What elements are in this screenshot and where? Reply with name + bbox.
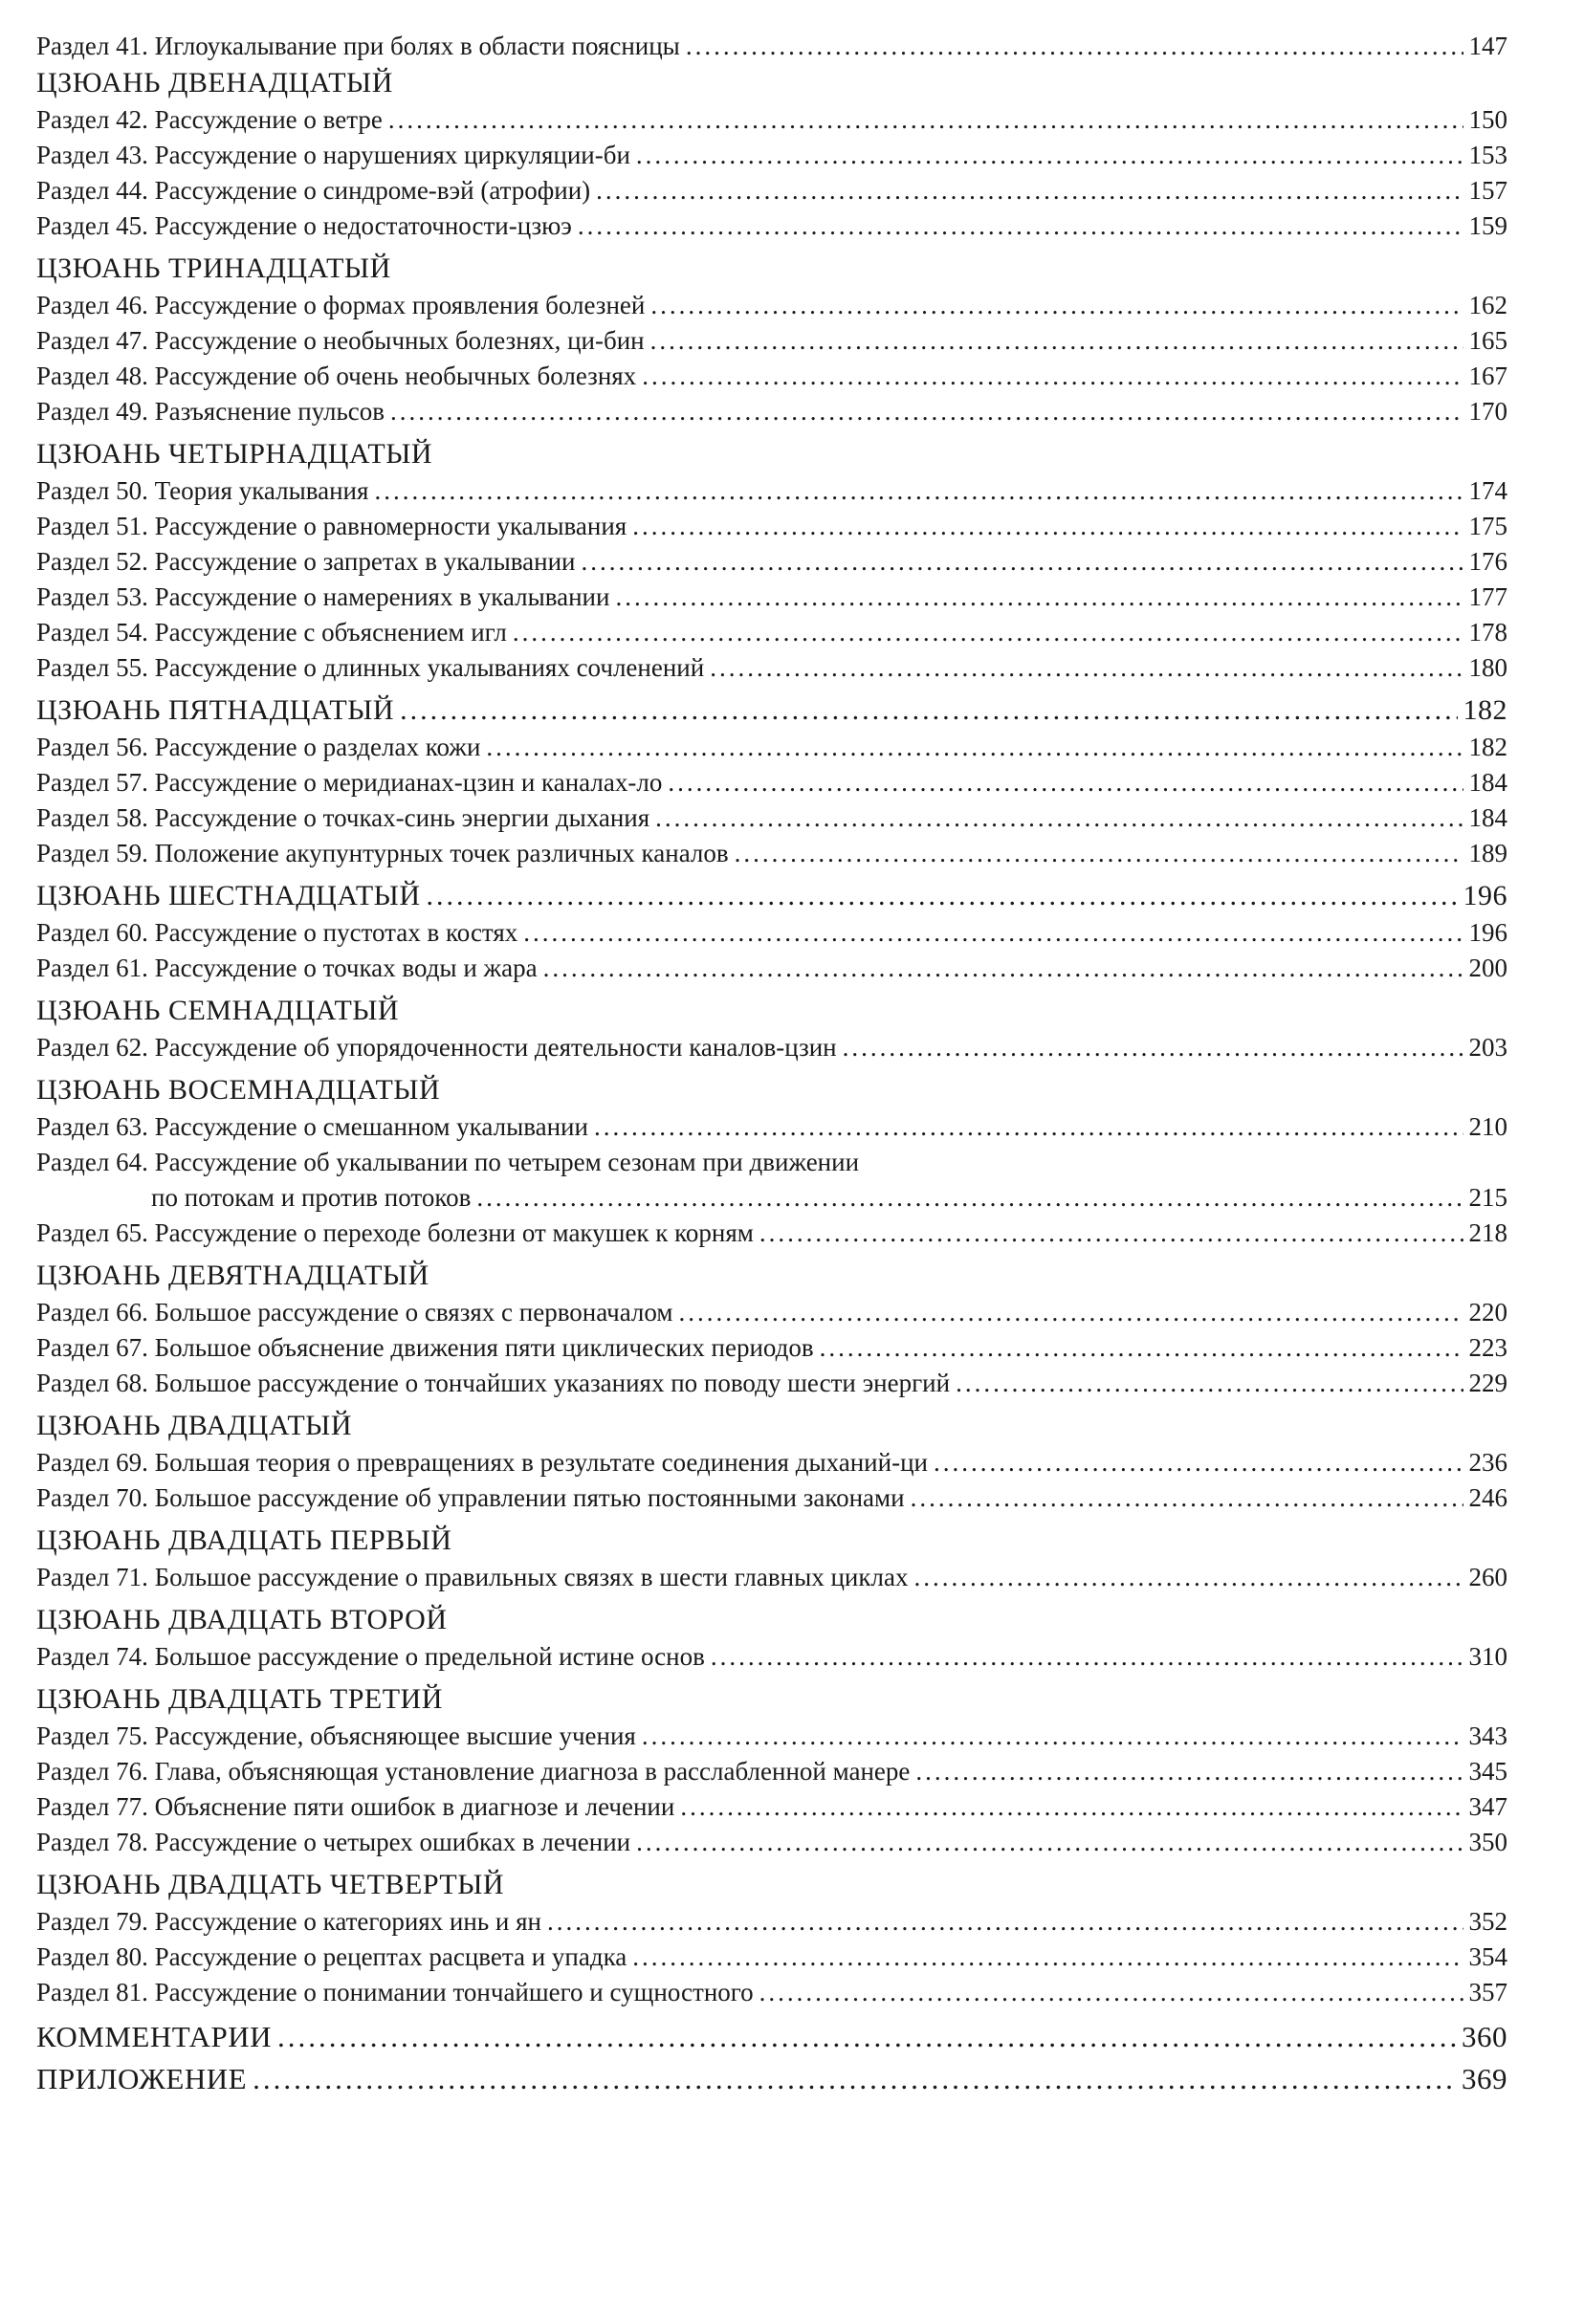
entry-label: Раздел 76. Глава, объясняющая установление диагноза в расслабленной манере	[36, 1757, 911, 1786]
dot-leader	[427, 877, 1458, 915]
toc-entry	[36, 1109, 1507, 1145]
entry-label: Раздел 41. Иглоукалывание при болях в области поясницы	[36, 32, 680, 60]
entry-page: 157	[1468, 176, 1507, 205]
section-title: ЦЗЮАНЬ ДВЕНАДЦАТЫЙ	[36, 67, 393, 99]
toc-entry	[36, 765, 1507, 800]
section-title: ЦЗЮАНЬ ЧЕТЫРНАДЦАТЫЙ	[36, 438, 433, 470]
entry-page: 345	[1468, 1757, 1507, 1786]
entry-label: Раздел 43. Рассуждение о нарушениях циркуляции-би	[36, 141, 630, 169]
entry-label: Раздел 42. Рассуждение о ветре	[36, 105, 383, 134]
toc-entry	[36, 1940, 1507, 1975]
section-title: ЦЗЮАНЬ ПЯТНАДЦАТЫЙ	[36, 694, 395, 726]
entry-label: Раздел 47. Рассуждение о необычных болезнях, ци-бин	[36, 326, 645, 355]
toc-entry	[36, 544, 1507, 580]
entry-label: Раздел 64. Рассуждение об укалывании по четырем сезонам при движении	[36, 1148, 860, 1176]
entry-page: 223	[1468, 1333, 1507, 1362]
toc-entry-comments	[36, 2016, 1507, 2058]
toc-entry	[36, 1445, 1507, 1480]
toc-entry	[36, 1904, 1507, 1940]
entry-page: 229	[1468, 1369, 1507, 1397]
section-title: ЦЗЮАНЬ ДВАДЦАТЬ ЧЕТВЕРТЫЙ	[36, 1869, 505, 1900]
toc-entry	[36, 1639, 1507, 1675]
entry-page: 182	[1468, 733, 1507, 761]
toc-section	[36, 992, 1507, 1065]
section-page: 182	[1463, 694, 1507, 726]
toc-section	[36, 1071, 1507, 1251]
entry-page: 354	[1468, 1942, 1507, 1971]
toc-section	[36, 435, 1507, 686]
entry-label: Раздел 54. Рассуждение с объяснением игл	[36, 618, 507, 647]
entry-page: 178	[1468, 618, 1507, 647]
entry-page: 260	[1468, 1563, 1507, 1591]
dot-leader	[735, 836, 1463, 871]
entry-page: 162	[1468, 291, 1507, 319]
toc-entry	[36, 1480, 1507, 1516]
entry-page: 369	[1462, 2062, 1507, 2095]
entry-label: Раздел 58. Рассуждение о точках-синь энергии дыхания	[36, 803, 650, 832]
dot-leader	[650, 323, 1463, 359]
dot-leader	[911, 1480, 1463, 1516]
dot-leader	[543, 951, 1463, 986]
entry-label: Раздел 63. Рассуждение о смешанном укалывании	[36, 1112, 588, 1141]
entry-label: Раздел 75. Рассуждение, объясняющее высшие учения	[36, 1721, 636, 1750]
entry-page: 310	[1468, 1642, 1507, 1671]
section-title: ЦЗЮАНЬ ТРИНАДЦАТЫЙ	[36, 252, 391, 284]
dot-leader	[632, 509, 1463, 544]
dot-leader	[486, 730, 1463, 765]
toc-entry	[36, 473, 1507, 509]
entry-label: Раздел 51. Рассуждение о равномерности укалывания	[36, 512, 627, 540]
entry-page: 175	[1468, 512, 1507, 540]
dot-leader	[277, 2016, 1456, 2058]
entry-label: ПРИЛОЖЕНИЕ	[36, 2062, 248, 2095]
entry-page: 236	[1468, 1448, 1507, 1477]
entry-label: Раздел 57. Рассуждение о меридианах-цзин и каналах-ло	[36, 768, 663, 797]
entry-page: 218	[1468, 1218, 1507, 1247]
entry-continuation	[36, 1180, 1507, 1216]
section-title: ЦЗЮАНЬ ДВАДЦАТЬ ВТОРОЙ	[36, 1604, 448, 1635]
entry-label: Раздел 53. Рассуждение о намерениях в укалывании	[36, 582, 610, 611]
entry-label: Раздел 65. Рассуждение о переходе болезни от макушек к корням	[36, 1218, 754, 1247]
toc-entry	[36, 800, 1507, 836]
toc-entry	[36, 730, 1507, 765]
entry-label: Раздел 77. Объяснение пяти ошибок в диагнозе и лечении	[36, 1792, 675, 1821]
toc-entry	[36, 288, 1507, 323]
entry-page: 357	[1468, 1978, 1507, 2006]
section-title: ЦЗЮАНЬ СЕМНАДЦАТЫЙ	[36, 995, 400, 1026]
toc-entry	[36, 1295, 1507, 1330]
entry-label: Раздел 60. Рассуждение о пустотах в костях	[36, 918, 518, 947]
dot-leader	[843, 1030, 1463, 1065]
toc-section	[36, 877, 1507, 986]
entry-page: 153	[1468, 141, 1507, 169]
dot-leader	[759, 1975, 1463, 2010]
toc-section	[36, 1407, 1507, 1516]
entry-label: Раздел 69. Большая теория о превращениях в результате соединения дыханий-ци	[36, 1448, 928, 1477]
toc-entry	[36, 1216, 1507, 1251]
dot-leader	[820, 1330, 1463, 1366]
section-heading	[36, 1257, 1507, 1295]
toc-entry	[36, 102, 1507, 138]
entry-label: Раздел 56. Рассуждение о разделах кожи	[36, 733, 481, 761]
toc-entry	[36, 580, 1507, 615]
dot-leader	[596, 173, 1463, 208]
entry-page: 176	[1468, 547, 1507, 576]
toc-entry	[36, 173, 1507, 208]
toc-section	[36, 1866, 1507, 2010]
entry-label: Раздел 61. Рассуждение о точках воды и жара	[36, 954, 538, 982]
entry-page: 343	[1468, 1721, 1507, 1750]
entry-label: КОММЕНТАРИИ	[36, 2020, 273, 2053]
dot-leader	[934, 1445, 1463, 1480]
dot-leader	[636, 138, 1463, 173]
entry-page: 165	[1468, 326, 1507, 355]
entry-page: 159	[1468, 211, 1507, 240]
entry-page: 347	[1468, 1792, 1507, 1821]
entry-label: Раздел 70. Большое рассуждение об управлении пятью постоянными законами	[36, 1483, 905, 1512]
entry-page: 350	[1468, 1828, 1507, 1856]
section-heading	[36, 877, 1507, 915]
section-heading	[36, 691, 1507, 730]
dot-leader	[390, 394, 1463, 429]
entry-page: 220	[1468, 1298, 1507, 1326]
entry-page: 180	[1468, 653, 1507, 682]
toc-entry-appendix	[36, 2058, 1507, 2100]
section-heading	[36, 1407, 1507, 1445]
entry-label: Раздел 48. Рассуждение об очень необычных болезнях	[36, 362, 637, 390]
entry-label: Раздел 45. Рассуждение о недостаточности-цзюэ	[36, 211, 572, 240]
entry-page: 352	[1468, 1907, 1507, 1936]
entry-label: Раздел 80. Рассуждение о рецептах расцвета и упадка	[36, 1942, 627, 1971]
entry-page: 215	[1468, 1183, 1507, 1212]
toc-section	[36, 1522, 1507, 1595]
toc-entry	[36, 1030, 1507, 1065]
section-heading	[36, 1680, 1507, 1719]
toc-entry	[36, 1789, 1507, 1825]
toc-entry	[36, 1330, 1507, 1366]
toc-entry	[36, 29, 1507, 64]
section-title: ЦЗЮАНЬ ДЕВЯТНАДЦАТЫЙ	[36, 1260, 429, 1291]
entry-page: 167	[1468, 362, 1507, 390]
entry-label: Раздел 81. Рассуждение о понимании тончайшего и сущностного	[36, 1978, 754, 2006]
dot-leader	[642, 1719, 1463, 1754]
entry-page: 184	[1468, 768, 1507, 797]
dot-leader	[956, 1366, 1463, 1401]
toc-entry	[36, 836, 1507, 871]
section-page: 196	[1463, 880, 1507, 911]
entry-page: 196	[1468, 918, 1507, 947]
toc-entry	[36, 509, 1507, 544]
entry-label: Раздел 66. Большое рассуждение о связях с первоначалом	[36, 1298, 673, 1326]
toc-entry	[36, 359, 1507, 394]
toc-entry	[36, 323, 1507, 359]
toc-entry	[36, 1975, 1507, 2010]
dot-leader	[710, 650, 1463, 686]
dot-leader	[655, 800, 1463, 836]
toc-entry	[36, 650, 1507, 686]
entry-label: Раздел 78. Рассуждение о четырех ошибках в лечении	[36, 1828, 631, 1856]
toc-section	[36, 250, 1507, 429]
entry-label: Раздел 55. Рассуждение о длинных укалываниях сочленений	[36, 653, 705, 682]
section-title: ЦЗЮАНЬ ШЕСТНАДЦАТЫЙ	[36, 880, 421, 911]
dot-leader	[388, 102, 1463, 138]
toc-entry	[36, 1754, 1507, 1789]
section-heading	[36, 250, 1507, 288]
toc-entry	[36, 208, 1507, 244]
section-heading	[36, 64, 1507, 102]
dot-leader	[915, 1754, 1463, 1789]
entry-label: Раздел 67. Большое объяснение движения пяти циклических периодов	[36, 1333, 814, 1362]
dot-leader	[632, 1940, 1463, 1975]
entry-page: 200	[1468, 954, 1507, 982]
section-heading	[36, 992, 1507, 1030]
dot-leader	[374, 473, 1463, 509]
dot-leader	[759, 1216, 1463, 1251]
dot-leader	[476, 1180, 1463, 1216]
toc-entry	[36, 1719, 1507, 1754]
dot-leader	[578, 208, 1463, 244]
entry-page: 210	[1468, 1112, 1507, 1141]
toc-section	[36, 1680, 1507, 1860]
toc-entry	[36, 1560, 1507, 1595]
dot-leader	[594, 1109, 1463, 1145]
section-title: ЦЗЮАНЬ ДВАДЦАТЬ ТРЕТИЙ	[36, 1683, 443, 1715]
section-heading	[36, 1601, 1507, 1639]
entry-label: Раздел 44. Рассуждение о синдроме-вэй (атрофии)	[36, 176, 591, 205]
entry-label: Раздел 49. Разъяснение пульсов	[36, 397, 385, 426]
dot-leader	[523, 915, 1463, 951]
entry-page: 203	[1468, 1033, 1507, 1062]
dot-leader	[400, 691, 1457, 730]
entry-label: Раздел 71. Большое рассуждение о правильных связях в шести главных циклах	[36, 1563, 909, 1591]
entry-label-continued: по потокам и против потоков	[151, 1183, 472, 1212]
dot-leader	[253, 2058, 1456, 2100]
section-heading	[36, 1071, 1507, 1109]
section-title: ЦЗЮАНЬ ВОСЕМНАДЦАТЫЙ	[36, 1074, 441, 1106]
dot-leader	[513, 615, 1463, 650]
entry-page: 177	[1468, 582, 1507, 611]
section-heading	[36, 1522, 1507, 1560]
dot-leader	[668, 765, 1463, 800]
dot-leader	[547, 1904, 1463, 1940]
toc-section	[36, 691, 1507, 871]
entry-page: 150	[1468, 105, 1507, 134]
section-title: ЦЗЮАНЬ ДВАДЦАТЫЙ	[36, 1410, 353, 1441]
section-heading	[36, 435, 1507, 473]
dot-leader	[636, 1825, 1463, 1860]
toc-entry	[36, 615, 1507, 650]
dot-leader	[678, 1295, 1463, 1330]
toc-entry	[36, 1825, 1507, 1860]
dot-leader	[711, 1639, 1463, 1675]
section-heading	[36, 1866, 1507, 1904]
entry-label: Раздел 68. Большое рассуждение о тончайших указаниях по поводу шести энергий	[36, 1369, 951, 1397]
table-of-contents	[36, 29, 1507, 2100]
toc-entry	[36, 394, 1507, 429]
entry-label: Раздел 52. Рассуждение о запретах в укалывании	[36, 547, 576, 576]
entry-page: 174	[1468, 476, 1507, 505]
toc-section	[36, 1601, 1507, 1675]
entry-label: Раздел 50. Теория укалывания	[36, 476, 369, 505]
toc-section	[36, 1257, 1507, 1401]
toc-section	[36, 64, 1507, 244]
dot-leader	[642, 359, 1463, 394]
entry-label: Раздел 46. Рассуждение о формах проявления болезней	[36, 291, 646, 319]
toc-entry	[36, 1366, 1507, 1401]
entry-label: Раздел 74. Большое рассуждение о предельной истине основ	[36, 1642, 705, 1671]
entry-label: Раздел 79. Рассуждение о категориях инь и ян	[36, 1907, 541, 1936]
entry-label: Раздел 59. Положение акупунтурных точек различных каналов	[36, 839, 729, 867]
dot-leader	[582, 544, 1463, 580]
dot-leader	[686, 29, 1463, 64]
toc-entry	[36, 1145, 1507, 1216]
entry-page: 360	[1462, 2020, 1507, 2053]
toc-entry	[36, 138, 1507, 173]
entry-page: 184	[1468, 803, 1507, 832]
entry-page: 147	[1468, 32, 1507, 60]
dot-leader	[650, 288, 1463, 323]
dot-leader	[680, 1789, 1463, 1825]
dot-leader	[615, 580, 1463, 615]
toc-entry	[36, 915, 1507, 951]
entry-label: Раздел 62. Рассуждение об упорядоченности деятельности каналов-цзин	[36, 1033, 837, 1062]
entry-page: 246	[1468, 1483, 1507, 1512]
toc-entry	[36, 951, 1507, 986]
dot-leader	[913, 1560, 1463, 1595]
entry-page: 189	[1468, 839, 1507, 867]
section-title: ЦЗЮАНЬ ДВАДЦАТЬ ПЕРВЫЙ	[36, 1524, 452, 1556]
entry-page: 170	[1468, 397, 1507, 426]
